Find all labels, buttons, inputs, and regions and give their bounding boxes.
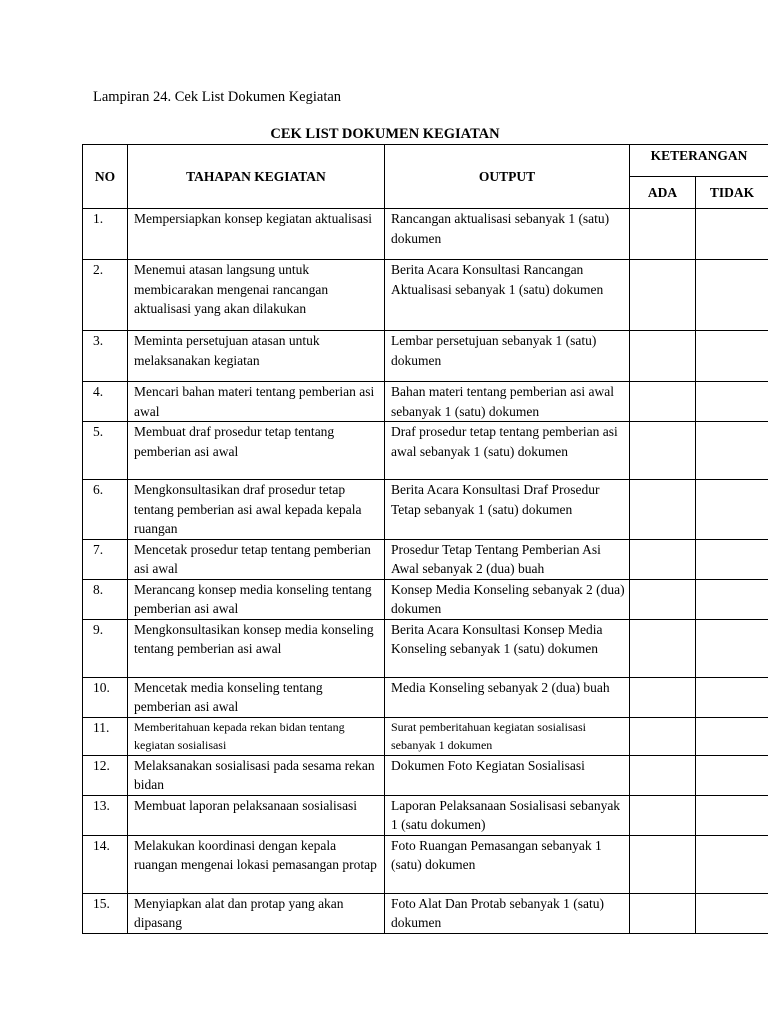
row-tahapan: Mencetak media konseling tentang pemberian asi awal [128, 677, 385, 717]
row-ada-checkbox[interactable] [630, 260, 696, 331]
row-ada-checkbox[interactable] [630, 755, 696, 795]
row-output: Prosedur Tetap Tentang Pemberian Asi Awal sebanyak 2 (dua) buah [385, 539, 630, 579]
row-number: 7. [83, 539, 128, 579]
table-row [83, 539, 768, 579]
row-tidak-checkbox[interactable] [696, 755, 768, 795]
row-ada-checkbox[interactable] [630, 579, 696, 619]
row-output: Berita Acara Konsultasi Konsep Media Konseling sebanyak 1 (satu) dokumen [385, 619, 630, 677]
table-row [83, 893, 768, 933]
row-tidak-checkbox[interactable] [696, 677, 768, 717]
row-number: 14. [83, 835, 128, 893]
row-tidak-checkbox[interactable] [696, 579, 768, 619]
document-title: CEK LIST DOKUMEN KEGIATAN [270, 126, 500, 142]
row-ada-checkbox[interactable] [630, 835, 696, 893]
header-output: OUTPUT [385, 145, 630, 209]
row-number: 15. [83, 893, 128, 933]
row-output: Draf prosedur tetap tentang pemberian asi awal sebanyak 1 (satu) dokumen [385, 422, 630, 480]
row-output: Rancangan aktualisasi sebanyak 1 (satu) dokumen [385, 209, 630, 260]
row-number: 8. [83, 579, 128, 619]
appendix-caption: Lampiran 24. Cek List Dokumen Kegiatan [93, 89, 342, 105]
table-row [83, 209, 768, 260]
row-tahapan: Menyiapkan alat dan protap yang akan dipasang [128, 893, 385, 933]
row-tidak-checkbox[interactable] [696, 260, 768, 331]
table-row [83, 331, 768, 382]
row-tidak-checkbox[interactable] [696, 893, 768, 933]
row-number: 13. [83, 795, 128, 835]
table-row [83, 677, 768, 717]
header-keterangan: KETERANGAN [630, 145, 768, 177]
row-number: 1. [83, 209, 128, 260]
row-tahapan: Merancang konsep media konseling tentang pemberian asi awal [128, 579, 385, 619]
row-tidak-checkbox[interactable] [696, 331, 768, 382]
row-number: 5. [83, 422, 128, 480]
row-number: 3. [83, 331, 128, 382]
row-ada-checkbox[interactable] [630, 480, 696, 540]
table-row [83, 382, 768, 422]
row-tidak-checkbox[interactable] [696, 209, 768, 260]
row-output: Berita Acara Konsultasi Rancangan Aktualisasi sebanyak 1 (satu) dokumen [385, 260, 630, 331]
table-row [83, 480, 768, 540]
row-tidak-checkbox[interactable] [696, 539, 768, 579]
row-output: Media Konseling sebanyak 2 (dua) buah [385, 677, 630, 717]
row-ada-checkbox[interactable] [630, 422, 696, 480]
row-number: 6. [83, 480, 128, 540]
row-tidak-checkbox[interactable] [696, 619, 768, 677]
table-row [83, 619, 768, 677]
row-output: Berita Acara Konsultasi Draf Prosedur Tetap sebanyak 1 (satu) dokumen [385, 480, 630, 540]
row-ada-checkbox[interactable] [630, 893, 696, 933]
row-tahapan: Membuat laporan pelaksanaan sosialisasi [128, 795, 385, 835]
row-output: Konsep Media Konseling sebanyak 2 (dua) dokumen [385, 579, 630, 619]
table-row [83, 422, 768, 480]
row-tidak-checkbox[interactable] [696, 382, 768, 422]
row-ada-checkbox[interactable] [630, 619, 696, 677]
header-ada: ADA [630, 177, 696, 209]
row-output: Dokumen Foto Kegiatan Sosialisasi [385, 755, 630, 795]
row-ada-checkbox[interactable] [630, 795, 696, 835]
table-row [83, 717, 768, 755]
row-tidak-checkbox[interactable] [696, 835, 768, 893]
row-output: Laporan Pelaksanaan Sosialisasi sebanyak 1 (satu dokumen) [385, 795, 630, 835]
checklist-table [82, 144, 768, 934]
row-tahapan: Melaksanakan sosialisasi pada sesama rekan bidan [128, 755, 385, 795]
table-row [83, 260, 768, 331]
header-tidak: TIDAK [696, 177, 768, 209]
table-row [83, 795, 768, 835]
row-tahapan: Mencari bahan materi tentang pemberian asi awal [128, 382, 385, 422]
header-tahapan: TAHAPAN KEGIATAN [128, 145, 385, 209]
row-number: 11. [83, 717, 128, 755]
row-output: Bahan materi tentang pemberian asi awal sebanyak 1 (satu) dokumen [385, 382, 630, 422]
row-ada-checkbox[interactable] [630, 382, 696, 422]
row-tahapan: Mencetak prosedur tetap tentang pemberian asi awal [128, 539, 385, 579]
header-no: NO [83, 145, 128, 209]
row-ada-checkbox[interactable] [630, 677, 696, 717]
row-output: Lembar persetujuan sebanyak 1 (satu) dokumen [385, 331, 630, 382]
row-output: Foto Alat Dan Protab sebanyak 1 (satu) dokumen [385, 893, 630, 933]
table-row [83, 755, 768, 795]
row-output: Foto Ruangan Pemasangan sebanyak 1 (satu) dokumen [385, 835, 630, 893]
row-ada-checkbox[interactable] [630, 209, 696, 260]
row-ada-checkbox[interactable] [630, 717, 696, 755]
row-number: 2. [83, 260, 128, 331]
row-number: 10. [83, 677, 128, 717]
checklist-body [83, 209, 768, 934]
row-tahapan: Melakukan koordinasi dengan kepala ruangan mengenai lokasi pemasangan protap [128, 835, 385, 893]
table-row [83, 579, 768, 619]
row-tahapan: Menemui atasan langsung untuk membicarakan mengenai rancangan aktualisasi yang akan dilakukan [128, 260, 385, 331]
row-tahapan: Mempersiapkan konsep kegiatan aktualisasi [128, 209, 385, 260]
row-tidak-checkbox[interactable] [696, 422, 768, 480]
row-ada-checkbox[interactable] [630, 331, 696, 382]
row-ada-checkbox[interactable] [630, 539, 696, 579]
row-number: 4. [83, 382, 128, 422]
row-number: 12. [83, 755, 128, 795]
row-tahapan: Mengkonsultasikan draf prosedur tetap tentang pemberian asi awal kepada kepala ruangan [128, 480, 385, 540]
row-output: Surat pemberitahuan kegiatan sosialisasi sebanyak 1 dokumen [385, 717, 630, 755]
row-tahapan: Membuat draf prosedur tetap tentang pemberian asi awal [128, 422, 385, 480]
table-row [83, 835, 768, 893]
row-tahapan: Memberitahuan kepada rekan bidan tentang kegiatan sosialisasi [128, 717, 385, 755]
row-tidak-checkbox[interactable] [696, 717, 768, 755]
row-tahapan: Meminta persetujuan atasan untuk melaksanakan kegiatan [128, 331, 385, 382]
row-tahapan: Mengkonsultasikan konsep media konseling tentang pemberian asi awal [128, 619, 385, 677]
row-number: 9. [83, 619, 128, 677]
row-tidak-checkbox[interactable] [696, 795, 768, 835]
row-tidak-checkbox[interactable] [696, 480, 768, 540]
